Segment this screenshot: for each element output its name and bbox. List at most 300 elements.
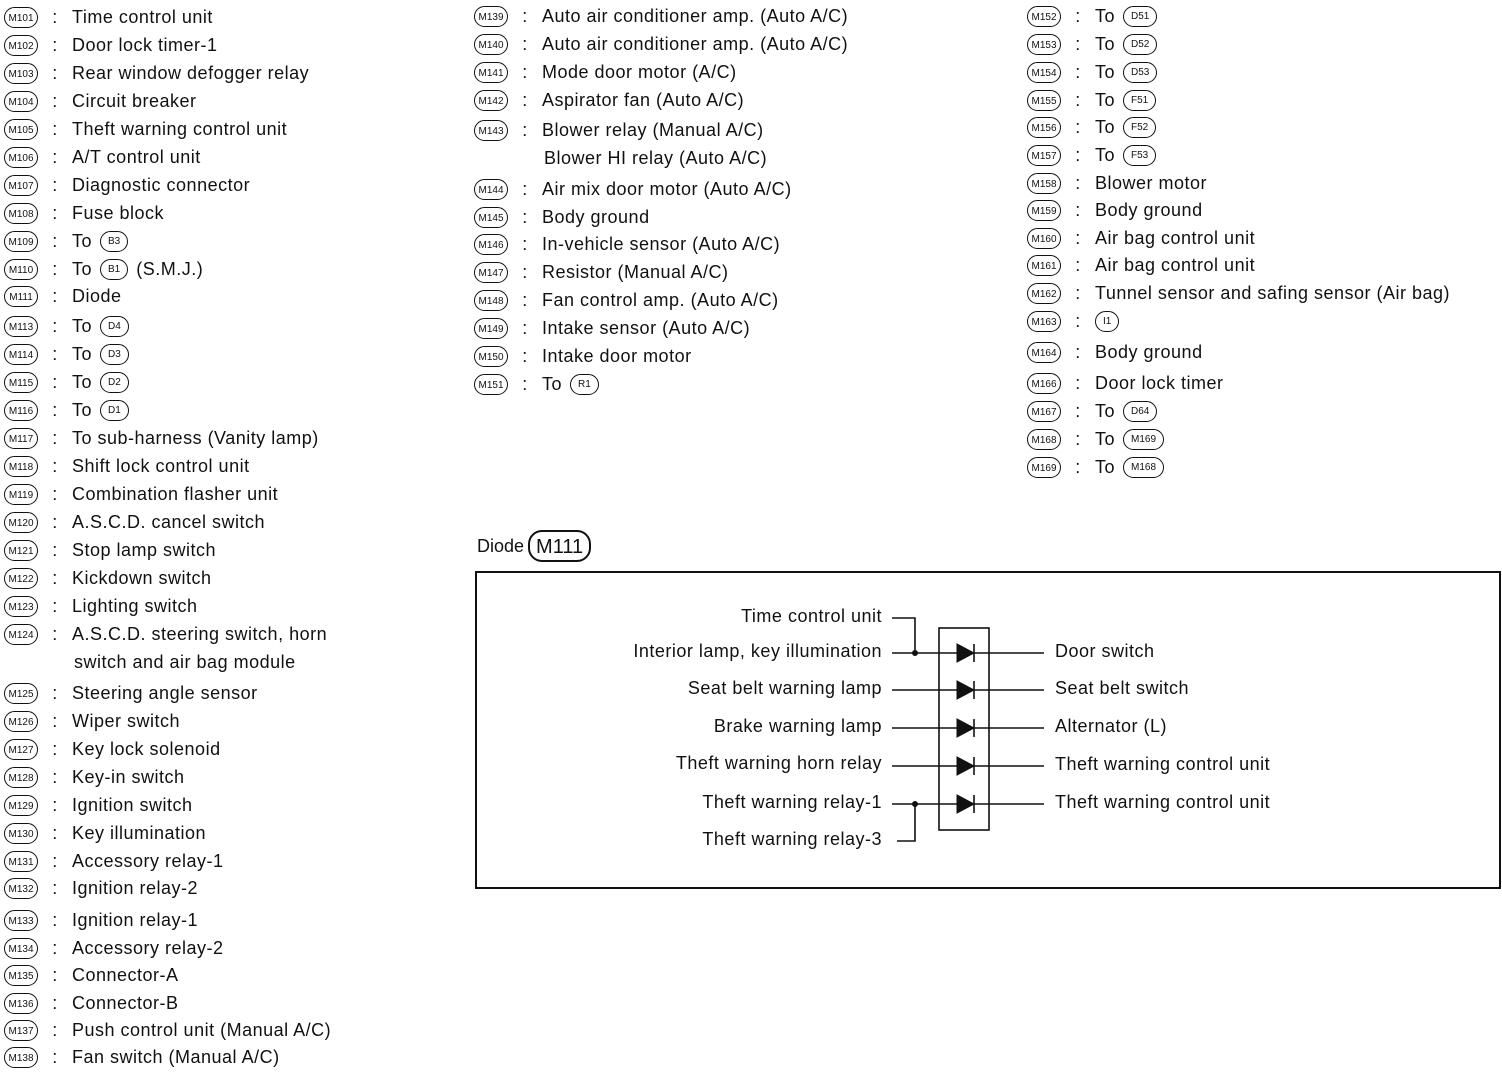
diode-schematic [475,571,1501,889]
connector-code-badge: M144 [474,179,508,200]
connector-reference-badge: D64 [1123,401,1157,422]
legend-row-m118 [4,454,250,478]
diode-right-label: Theft warning control unit [1055,792,1271,812]
legend-row-m144 [474,177,792,201]
legend-row-m105 [4,117,287,141]
connector-description: Auto air conditioner amp. (Auto A/C) [542,5,849,26]
connector-code-badge: M163 [1027,311,1061,332]
separator-colon: : [52,511,58,532]
connector-code-badge: M113 [4,316,38,337]
connector-code-badge: M129 [4,795,38,816]
connector-description: To [1095,456,1116,477]
connector-description: To [1095,33,1116,54]
separator-colon: : [1075,372,1081,393]
separator-colon: : [52,567,58,588]
legend-row-m107 [4,173,250,197]
separator-colon: : [1075,254,1081,275]
connector-description: Ignition relay-1 [72,909,199,930]
separator-colon: : [52,623,58,644]
connector-code-badge: M111 [4,286,38,307]
diode-left-label: Seat belt warning lamp [687,678,882,698]
legend-row-m103 [4,61,309,85]
connector-code-badge: M158 [1027,173,1061,194]
diode-heading-label: Diode [477,535,525,556]
connector-code-badge: M117 [4,428,38,449]
separator-colon: : [52,427,58,448]
legend-row-m155 [1027,88,1164,112]
connector-code-badge: M161 [1027,255,1061,276]
connector-code-badge: M118 [4,456,38,477]
diode-left-label: Theft warning relay-3 [702,829,882,849]
separator-colon: : [52,595,58,616]
connector-description: Key-in switch [72,766,185,787]
separator-colon: : [522,261,528,282]
legend-row-m153 [1027,32,1165,56]
diode-symbol-triangle [957,681,974,699]
connector-code-badge: M121 [4,540,38,561]
separator-colon: : [52,230,58,251]
separator-colon: : [522,5,528,26]
connector-description: Wiper switch [72,710,181,731]
legend-row-m163 [1027,309,1127,333]
connector-code-badge: M167 [1027,401,1061,422]
connector-code-badge: M169 [1027,457,1061,478]
connector-code-badge: M152 [1027,6,1061,27]
legend-row-m141 [474,60,737,84]
connector-description: Rear window defogger relay [72,62,310,83]
separator-colon: : [522,345,528,366]
connector-code-badge: M148 [474,290,508,311]
connector-description: Fuse block [72,202,165,223]
separator-colon: : [1075,199,1081,220]
separator-colon: : [52,174,58,195]
separator-colon: : [52,822,58,843]
separator-colon: : [522,206,528,227]
legend-row-m106 [4,145,201,169]
separator-colon: : [52,794,58,815]
connector-code-badge: M132 [4,878,38,899]
separator-colon: : [522,33,528,54]
connector-code-badge: M166 [1027,373,1061,394]
connector-suffix: (S.M.J.) [136,258,204,279]
legend-row-m130 [4,821,206,845]
connector-description: Blower motor [1095,172,1208,193]
connector-description: Fan control amp. (Auto A/C) [542,289,779,310]
connector-description: A.S.C.D. cancel switch [72,511,266,532]
connector-reference-badge: D1 [100,400,129,421]
separator-colon: : [522,178,528,199]
connector-code-badge: M105 [4,119,38,140]
connector-code-badge: M153 [1027,34,1061,55]
connector-description: Door lock timer [1095,372,1224,393]
separator-colon: : [52,539,58,560]
connector-code-badge: M110 [4,259,38,280]
connector-description: Tunnel sensor and safing sensor (Air bag) [1095,282,1451,303]
legend-row-m102 [4,33,218,57]
legend-row-m145 [474,205,650,229]
separator-colon: : [52,937,58,958]
separator-colon: : [52,90,58,111]
connector-code-badge: M147 [474,262,508,283]
legend-row-m135 [4,963,179,987]
connector-description: To sub-harness (Vanity lamp) [72,427,319,448]
connector-code-badge: M135 [4,965,38,986]
connector-description: To [72,371,93,392]
connector-description: Air bag control unit [1095,254,1256,275]
connector-reference-badge: M168 [1123,457,1164,478]
diode-left-label: Interior lamp, key illumination [633,641,882,661]
connector-description: Kickdown switch [72,567,212,588]
connector-code-badge: M134 [4,938,38,959]
legend-row-m109 [4,229,136,253]
connector-code-badge: M125 [4,683,38,704]
connector-code-badge: M127 [4,739,38,760]
junction-dot-top [912,650,918,656]
diode-symbol-triangle [957,757,974,775]
legend-row-m169 [1027,455,1172,479]
connector-description: Circuit breaker [72,90,197,111]
legend-row-m113 [4,314,137,338]
separator-colon: : [52,710,58,731]
connector-code-badge: M139 [474,6,508,27]
connector-code-badge: M128 [4,767,38,788]
separator-colon: : [52,1019,58,1040]
legend-row-m111 [4,284,122,308]
legend-row-m158 [1027,171,1207,195]
legend-row-m119 [4,482,278,506]
connector-code-badge: M137 [4,1020,38,1041]
connector-description: Diode [72,285,122,306]
connector-description: Air mix door motor (Auto A/C) [542,178,792,199]
connector-description: To [1095,400,1116,421]
connector-code-badge: M157 [1027,145,1061,166]
connector-description: Body ground [1095,341,1203,362]
connector-description-continued: switch and air bag module [74,652,296,672]
connector-code-badge: M159 [1027,200,1061,221]
connector-code-badge: M162 [1027,283,1061,304]
separator-colon: : [52,34,58,55]
separator-colon: : [1075,310,1081,331]
separator-colon: : [52,202,58,223]
diode-right-label: Theft warning control unit [1055,754,1271,774]
connector-description: Steering angle sensor [72,682,258,703]
legend-row-m120 [4,510,265,534]
connector-description: Ignition relay-2 [72,877,199,898]
separator-colon: : [52,118,58,139]
separator-colon: : [52,399,58,420]
connector-code-badge: M108 [4,203,38,224]
connector-reference-badge: F52 [1123,117,1156,138]
connector-code-badge: M140 [474,34,508,55]
separator-colon: : [1075,341,1081,362]
connector-code-badge: M124 [4,624,38,645]
connector-description: Stop lamp switch [72,539,217,560]
separator-colon: : [1075,89,1081,110]
connector-description: Body ground [542,206,650,227]
connector-reference-badge: D3 [100,344,129,365]
connector-description: Blower relay (Manual A/C) [542,119,764,140]
connector-description: Accessory relay-2 [72,937,224,958]
connector-reference-badge: F53 [1123,145,1156,166]
legend-row-m157 [1027,143,1164,167]
connector-description: Door lock timer-1 [72,34,218,55]
legend-row-m166 [1027,371,1224,395]
separator-colon: : [1075,400,1081,421]
connector-code-badge: M103 [4,63,38,84]
separator-colon: : [52,738,58,759]
legend-row-m104 [4,89,197,113]
separator-colon: : [1075,428,1081,449]
legend-row-m110 [4,257,203,281]
separator-colon: : [522,89,528,110]
connector-description: Shift lock control unit [72,455,250,476]
connector-description: To [72,230,93,251]
legend-row-m114 [4,342,137,366]
separator-colon: : [52,483,58,504]
junction-wire-bottom [897,804,915,841]
legend-row-m162 [1027,281,1450,305]
legend-row-m134 [4,936,224,960]
connector-code-badge: M151 [474,374,508,395]
separator-colon: : [522,233,528,254]
connector-code-badge: M146 [474,234,508,255]
connector-reference-badge: D2 [100,372,129,393]
separator-colon: : [52,258,58,279]
separator-colon: : [52,315,58,336]
connector-description: To [1095,5,1116,26]
legend-row-m125 [4,681,258,705]
separator-colon: : [52,766,58,787]
legend-row-m143 [474,118,764,142]
legend-row-m149 [474,316,750,340]
connector-description: To [1095,116,1116,137]
separator-colon: : [1075,144,1081,165]
separator-colon: : [1075,282,1081,303]
separator-colon: : [52,455,58,476]
legend-row-m164 [1027,340,1203,364]
connector-description: Key illumination [72,822,207,843]
separator-colon: : [52,964,58,985]
connector-description: Resistor (Manual A/C) [542,261,729,282]
legend-row-m161 [1027,253,1255,277]
connector-code-badge: M138 [4,1047,38,1068]
connector-description: In-vehicle sensor (Auto A/C) [542,233,781,254]
legend-row-m148 [474,288,779,312]
connector-code-badge: M136 [4,993,38,1014]
separator-colon: : [52,1046,58,1067]
connector-description: Key lock solenoid [72,738,221,759]
diode-symbol-triangle [957,719,974,737]
connector-description: To [72,399,93,420]
separator-colon: : [1075,116,1081,137]
connector-description: Accessory relay-1 [72,850,224,871]
separator-colon: : [52,146,58,167]
connector-code-badge: M101 [4,7,38,28]
connector-code-badge: M143 [474,120,508,141]
connector-code-badge: M119 [4,484,38,505]
connector-description: Theft warning control unit [72,118,288,139]
separator-colon: : [1075,227,1081,248]
connector-code-badge: M102 [4,35,38,56]
connector-description: To [1095,89,1116,110]
connector-code-badge: M120 [4,512,38,533]
legend-row-m108 [4,201,164,225]
separator-colon: : [52,343,58,364]
legend-row-m151 [474,372,607,396]
legend-row-m154 [1027,60,1165,84]
connector-code-badge: M156 [1027,117,1061,138]
connector-reference-badge: D51 [1123,6,1157,27]
connector-code-badge: M115 [4,372,38,393]
diode-symbol-triangle [957,644,974,662]
legend-row-m116 [4,398,137,422]
legend-row-m128 [4,765,185,789]
connector-reference-badge: F51 [1123,90,1156,111]
diode-right-label: Seat belt switch [1055,678,1190,698]
separator-colon: : [522,373,528,394]
connector-code-badge: M168 [1027,429,1061,450]
diode-left-label: Theft warning relay-1 [702,792,882,812]
connector-description: Push control unit (Manual A/C) [72,1019,332,1040]
legend-row-m131 [4,849,224,873]
connector-code-badge: M130 [4,823,38,844]
connector-description: Aspirator fan (Auto A/C) [542,89,745,110]
separator-colon: : [1075,172,1081,193]
legend-row-m117 [4,426,319,450]
separator-colon: : [522,119,528,140]
legend-row-m156 [1027,115,1164,139]
connector-reference-badge: D52 [1123,34,1157,55]
connector-description: Connector-A [72,964,179,985]
diode-left-label: Brake warning lamp [713,716,882,736]
legend-row-m129 [4,793,193,817]
diode-left-label: Time control unit [741,606,882,626]
connector-description: To [542,373,563,394]
connector-description: Body ground [1095,199,1203,220]
connector-code-badge: M126 [4,711,38,732]
connector-description: Intake sensor (Auto A/C) [542,317,751,338]
connector-code-badge: M141 [474,62,508,83]
separator-colon: : [522,289,528,310]
legend-row-m146 [474,232,780,256]
connector-description: To [1095,428,1116,449]
legend-row-m160 [1027,226,1255,250]
connector-description: To [1095,144,1116,165]
separator-colon: : [52,682,58,703]
separator-colon: : [52,877,58,898]
connector-code-badge: M149 [474,318,508,339]
separator-colon: : [52,992,58,1013]
connector-description-continued: Blower HI relay (Auto A/C) [544,148,768,168]
separator-colon: : [52,285,58,306]
connector-reference-badge: B1 [100,259,128,280]
connector-code-badge: M155 [1027,90,1061,111]
separator-colon: : [1075,33,1081,54]
diode-heading [477,528,591,564]
connector-code-badge: M160 [1027,228,1061,249]
connector-description: A.S.C.D. steering switch, horn [72,623,328,644]
separator-colon: : [1075,61,1081,82]
legend-row-m142 [474,88,744,112]
legend-row-m140 [474,32,848,56]
legend-row-m101 [4,5,213,29]
separator-colon: : [1075,5,1081,26]
legend-row-m136 [4,991,179,1015]
connector-reference-badge: I1 [1095,311,1119,332]
connector-code-badge: M164 [1027,342,1061,363]
connector-code-badge: M122 [4,568,38,589]
legend-row-m138 [4,1045,280,1069]
connector-description: Air bag control unit [1095,227,1256,248]
separator-colon: : [52,371,58,392]
connector-description: To [1095,61,1116,82]
connector-description: Diagnostic connector [72,174,251,195]
legend-row-m152 [1027,4,1165,28]
legend-row-m132 [4,876,198,900]
junction-wire-top [892,618,915,653]
diode-right-label: Door switch [1055,641,1155,661]
connector-description: Mode door motor (A/C) [542,61,737,82]
connector-code-badge: M150 [474,346,508,367]
connector-description: To [72,343,93,364]
connector-description: Fan switch (Manual A/C) [72,1046,280,1067]
diode-code-badge: M111 [528,530,591,562]
legend-row-m122 [4,566,212,590]
connector-code-badge: M131 [4,851,38,872]
connector-code-badge: M154 [1027,62,1061,83]
connector-description: A/T control unit [72,146,201,167]
connector-code-badge: M107 [4,175,38,196]
connector-description: Time control unit [72,6,213,27]
legend-row-m115 [4,370,137,394]
junction-dot-bottom [912,801,918,807]
diode-symbol-triangle [957,795,974,813]
legend-row-m127 [4,737,221,761]
separator-colon: : [52,850,58,871]
diode-circuit-drawing [477,573,1499,887]
connector-code-badge: M116 [4,400,38,421]
legend-row-m137 [4,1018,331,1042]
separator-colon: : [52,62,58,83]
legend-row-m168 [1027,427,1172,451]
connector-description: To [72,315,93,336]
connector-code-badge: M145 [474,207,508,228]
connector-reference-badge: R1 [570,374,599,395]
connector-description: Connector-B [72,992,179,1013]
connector-code-badge: M106 [4,147,38,168]
legend-row-m124 [4,622,327,646]
connector-code-badge: M114 [4,344,38,365]
legend-row-m139 [474,4,848,28]
legend-row-m126 [4,709,180,733]
connector-description: Ignition switch [72,794,193,815]
connector-reference-badge: D4 [100,316,129,337]
connector-reference-badge: M169 [1123,429,1164,450]
connector-reference-badge: B3 [100,231,128,252]
connector-code-badge: M142 [474,90,508,111]
legend-row-m159 [1027,198,1203,222]
separator-colon: : [1075,456,1081,477]
legend-row-m147 [474,260,729,284]
legend-row-m150 [474,344,692,368]
legend-row-m121 [4,538,216,562]
diode-right-label: Alternator (L) [1055,716,1168,736]
diode-left-label: Theft warning horn relay [675,753,882,773]
connector-description: Combination flasher unit [72,483,279,504]
connector-description: Intake door motor [542,345,692,366]
legend-row-m167 [1027,399,1165,423]
connector-description: Lighting switch [72,595,198,616]
